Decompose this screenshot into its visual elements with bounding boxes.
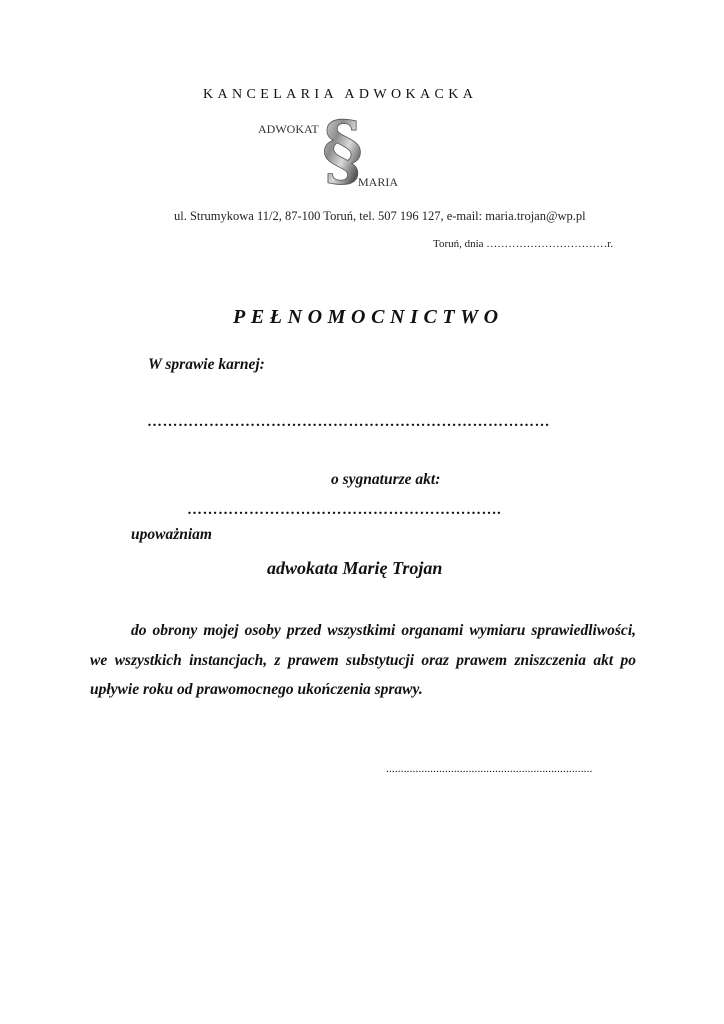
signature-line: ...................................................................... [386,763,593,775]
document-title: PEŁNOMOCNICTWO [233,306,504,328]
signature-fill-line: ……………………………………………………. [187,502,502,518]
signature-label: o sygnaturze akt: [331,471,441,488]
firm-address: ul. Strumykowa 11/2, 87-100 Toruń, tel. 507 196 127, e-mail: maria.trojan@wp.pl [174,209,586,223]
svg-text:§: § [322,113,363,193]
power-of-attorney-body: do obrony mojej osoby przed wszystkimi organami wymiaru sprawiedliwości, we wszystkich instancjach, z prawem substytucji oraz prawem zniszczenia akt po upływie roku od prawomocnego ukończenia sprawy. [90,622,636,698]
case-fill-line: …………………………………………………………………… [147,414,550,430]
case-label: W sprawie karnej: [148,356,265,373]
date-line: Toruń, dnia ……………………………r. [433,238,614,250]
firm-title: KANCELARIA ADWOKACKA [203,87,478,102]
attorney-name: adwokata Marię Trojan [267,558,443,578]
logo-word-adwokat: ADWOKAT [258,122,319,136]
authorize-text: upoważniam [131,526,212,543]
logo-word-maria: MARIA [358,175,399,189]
